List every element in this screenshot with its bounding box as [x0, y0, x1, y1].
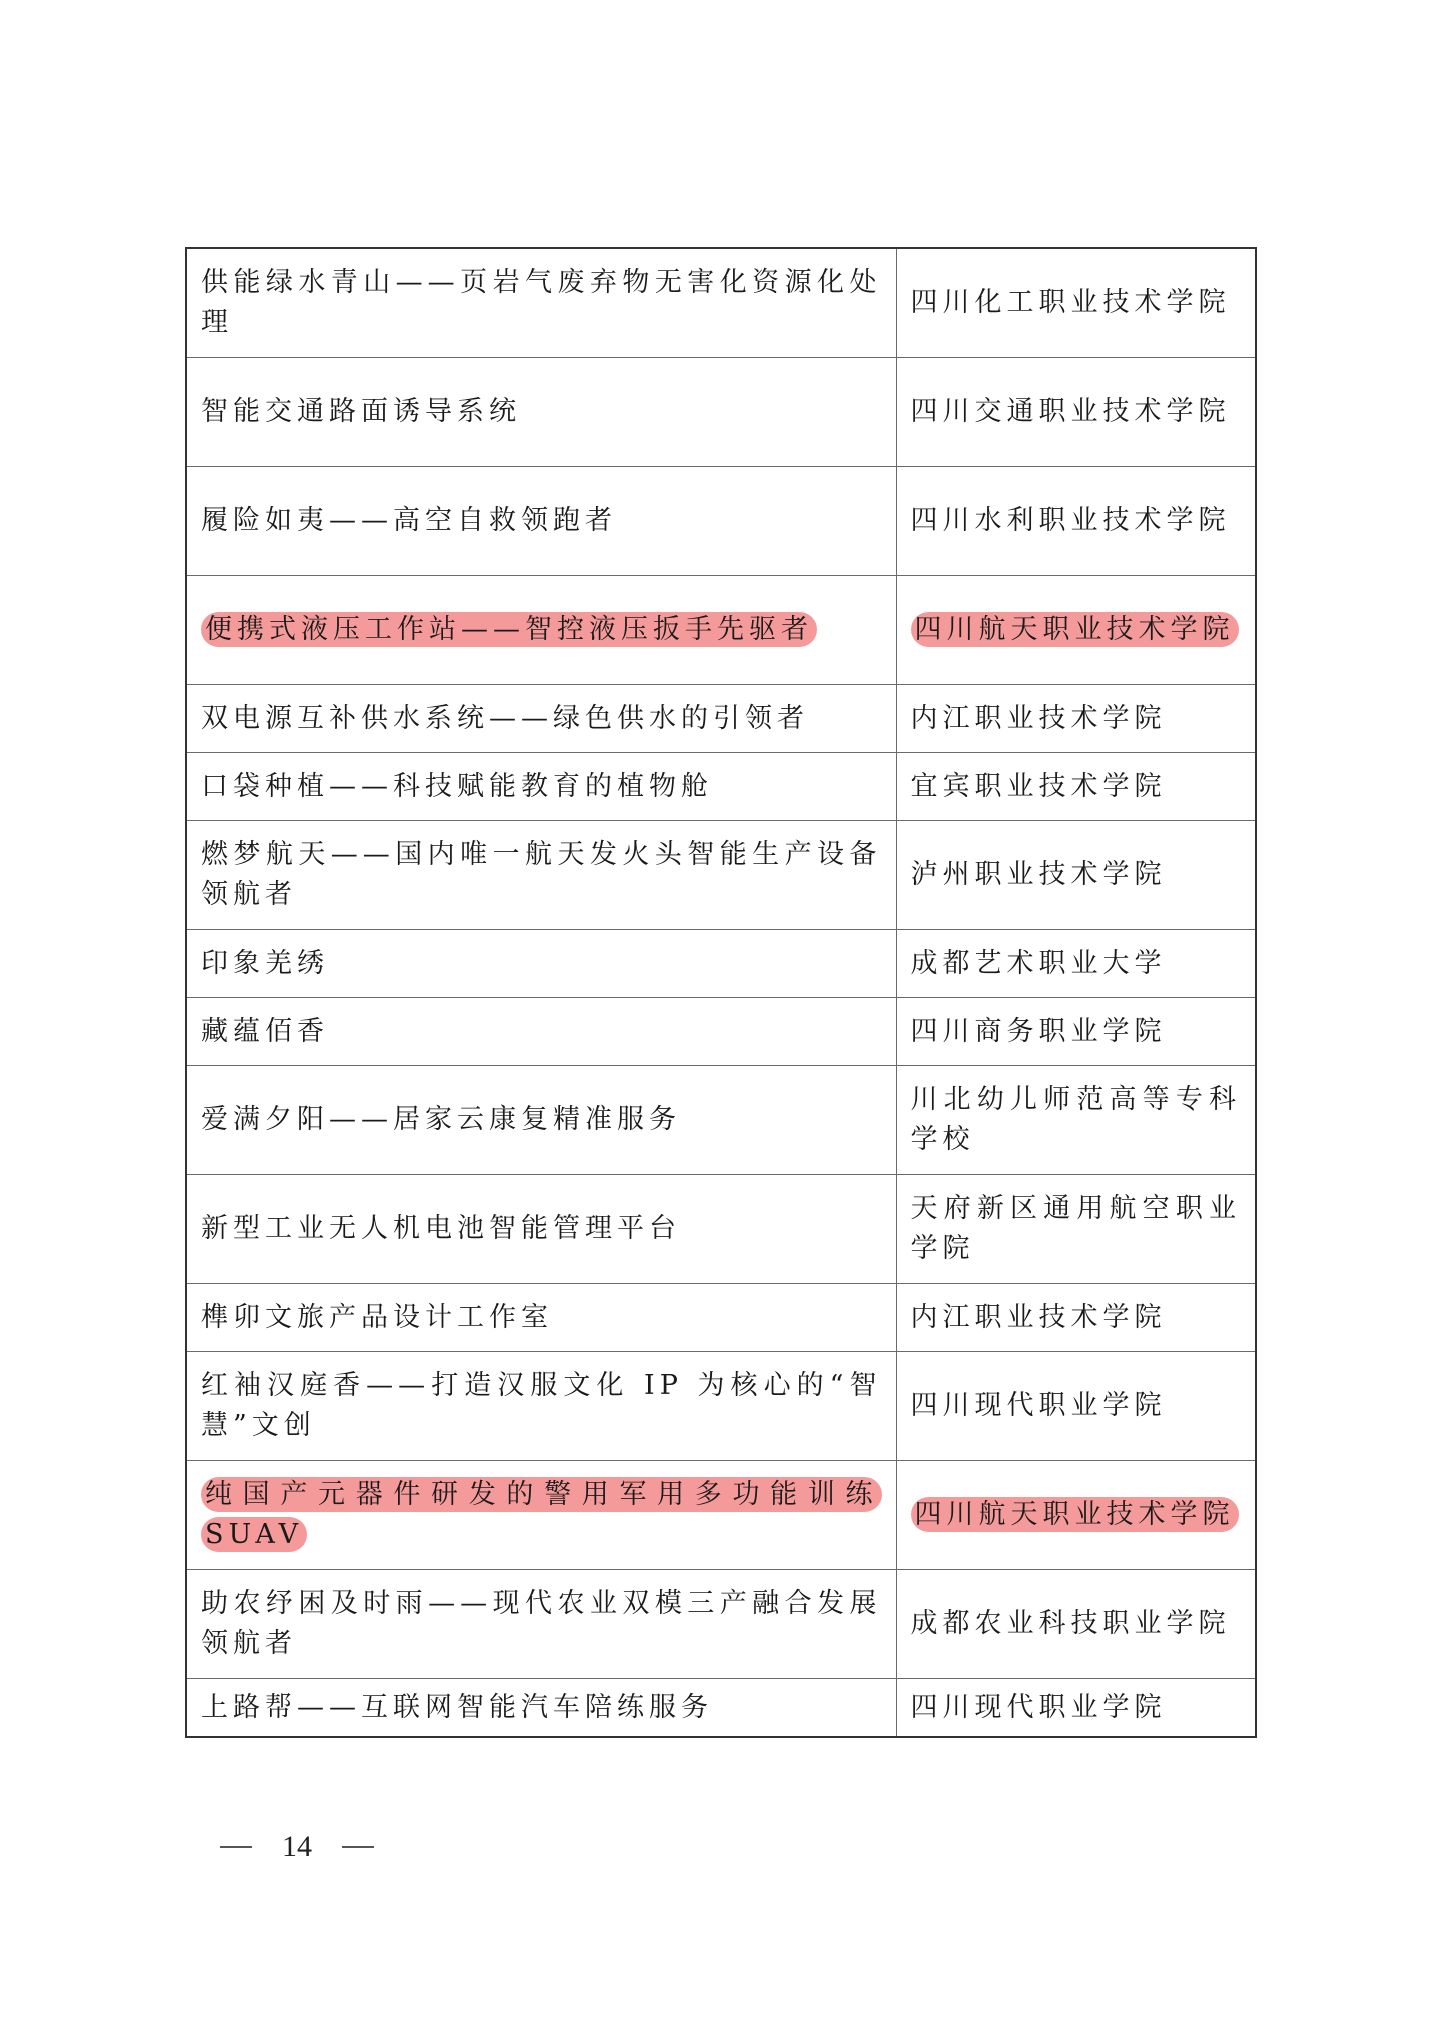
school-cell: 川北幼儿师范高等专科学校 — [896, 1066, 1256, 1175]
school-cell: 四川现代职业学院 — [896, 1679, 1256, 1738]
project-cell: 履险如夷——高空自救领跑者 — [186, 467, 896, 576]
project-cell: 智能交通路面诱导系统 — [186, 358, 896, 467]
table-row — [186, 467, 1256, 576]
project-cell: 新型工业无人机电池智能管理平台 — [186, 1175, 896, 1284]
school-cell: 内江职业技术学院 — [896, 1284, 1256, 1352]
project-cell: 双电源互补供水系统——绿色供水的引领者 — [186, 685, 896, 753]
project-cell: 爱满夕阳——居家云康复精准服务 — [186, 1066, 896, 1175]
school-cell: 四川水利职业技术学院 — [896, 467, 1256, 576]
table-row — [186, 1175, 1256, 1284]
project-cell: 上路帮——互联网智能汽车陪练服务 — [186, 1679, 896, 1738]
school-cell: 宜宾职业技术学院 — [896, 753, 1256, 821]
project-cell: 红袖汉庭香——打造汉服文化 IP 为核心的“智慧”文创 — [186, 1352, 896, 1461]
highlight-mark: 四川航天职业技术学院 — [911, 1497, 1239, 1532]
dash-left — [220, 1846, 252, 1848]
project-cell — [186, 1461, 896, 1570]
project-cell: 榫卯文旅产品设计工作室 — [186, 1284, 896, 1352]
table-row — [186, 1352, 1256, 1461]
school-cell: 内江职业技术学院 — [896, 685, 1256, 753]
table-row — [186, 358, 1256, 467]
page-number-value: 14 — [282, 1830, 312, 1863]
highlight-mark: 纯国产元器件研发的警用军用多功能训练 SUAV — [201, 1477, 882, 1552]
highlight-mark: 四川航天职业技术学院 — [911, 612, 1239, 647]
table-row — [186, 1284, 1256, 1352]
school-cell: 四川商务职业学院 — [896, 998, 1256, 1066]
project-cell: 藏蕴佰香 — [186, 998, 896, 1066]
school-cell: 成都艺术职业大学 — [896, 930, 1256, 998]
project-cell: 印象羌绣 — [186, 930, 896, 998]
table-row — [186, 1570, 1256, 1679]
project-cell — [186, 576, 896, 685]
school-cell: 四川现代职业学院 — [896, 1352, 1256, 1461]
school-cell — [896, 576, 1256, 685]
project-cell: 供能绿水青山——页岩气废弃物无害化资源化处理 — [186, 248, 896, 358]
table-row — [186, 930, 1256, 998]
school-cell: 四川化工职业技术学院 — [896, 248, 1256, 358]
project-cell: 燃梦航天——国内唯一航天发火头智能生产设备领航者 — [186, 821, 896, 930]
dash-right — [342, 1846, 374, 1848]
school-cell: 四川交通职业技术学院 — [896, 358, 1256, 467]
table-row-highlighted — [186, 1461, 1256, 1570]
school-cell — [896, 1461, 1256, 1570]
highlight-mark: 便携式液压工作站——智控液压扳手先驱者 — [201, 612, 817, 647]
table-row — [186, 1679, 1256, 1738]
project-cell: 助农纾困及时雨——现代农业双模三产融合发展领航者 — [186, 1570, 896, 1679]
table-row — [186, 998, 1256, 1066]
table-row — [186, 685, 1256, 753]
table-row — [186, 1066, 1256, 1175]
project-cell: 口袋种植——科技赋能教育的植物舱 — [186, 753, 896, 821]
table-row — [186, 753, 1256, 821]
award-table — [185, 247, 1257, 1738]
table-row — [186, 248, 1256, 358]
school-cell: 天府新区通用航空职业学院 — [896, 1175, 1256, 1284]
school-cell: 成都农业科技职业学院 — [896, 1570, 1256, 1679]
page-number — [220, 1830, 374, 1864]
table-row-highlighted — [186, 576, 1256, 685]
table-row — [186, 821, 1256, 930]
school-cell: 泸州职业技术学院 — [896, 821, 1256, 930]
